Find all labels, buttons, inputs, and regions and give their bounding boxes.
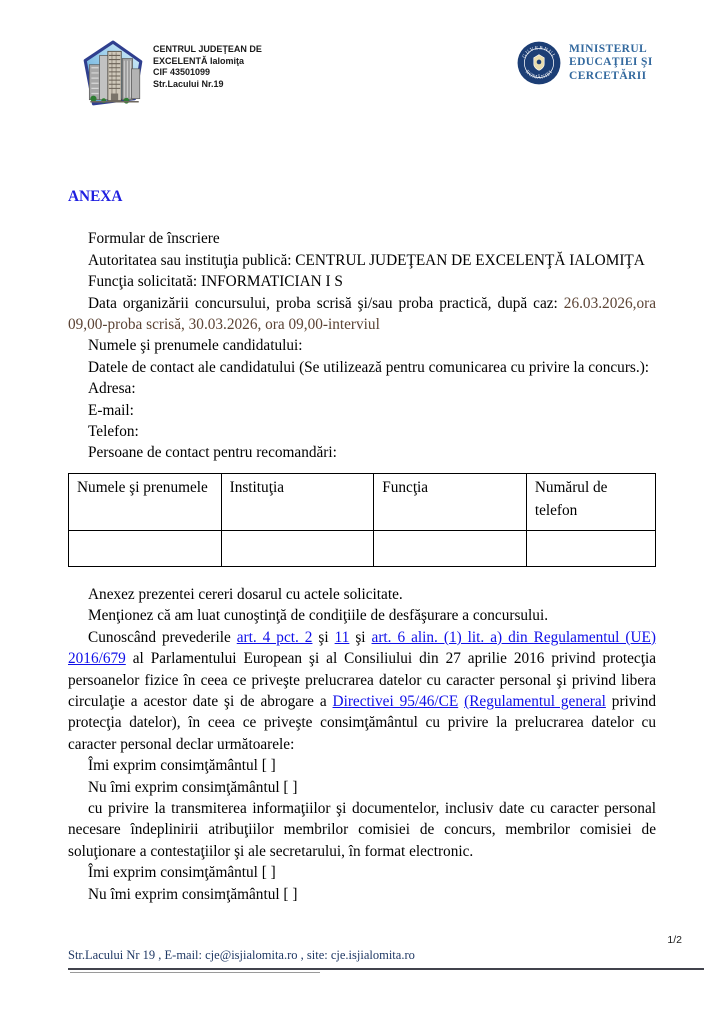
paragraph-mentionez: Menţionez că am luat cunoştinţă de condiţiile de desfăşurare a concursului. (88, 607, 549, 625)
cje-name-line2: EXCELENTĂ Ialomiţa (153, 55, 245, 66)
cje-name-line1: CENTRUL JUDEŢEAN DE (153, 44, 262, 54)
annex-heading: ANEXA (68, 188, 123, 205)
svg-text:GUVERNUL: GUVERNUL (521, 45, 557, 60)
paragraph-gdpr (68, 627, 656, 755)
paragraph-datele-contact: Datele de contact ale candidatului (Se utilizează pentru comunicarea cu privire la concurs.): (88, 358, 650, 376)
paragraph-consent-yes-2: Îmi exprim consimţământul [ ] (88, 864, 276, 882)
table-cell (526, 530, 655, 566)
cje-logo-text (153, 40, 262, 110)
cje-address: Str.Lacului Nr.19 (153, 78, 224, 89)
header-right (516, 40, 653, 86)
data-concurs-label: Data organizării concursului, proba scrisă şi/sau proba practică, după caz: (88, 294, 564, 312)
footer-address: Str.Lacului Nr 19 , E-mail: cje@isjialomita.ro , site: cje.isjialomita.ro (68, 948, 415, 962)
table-header-telefon: Numărul de telefon (526, 473, 655, 530)
paragraph-consent-yes-1: Îmi exprim consimţământul [ ] (88, 757, 276, 775)
ministry-line3: CERCETĂRII (569, 69, 647, 82)
link-regulamentul-general[interactable]: (Regulamentul general (464, 692, 606, 710)
svg-text:ROMÂNIEI: ROMÂNIEI (523, 69, 555, 81)
table-cell (221, 530, 374, 566)
table-row (69, 530, 656, 566)
table-cell (69, 530, 222, 566)
link-art-11[interactable]: 11 (334, 628, 350, 646)
paragraph-cu-privire: cu privire la transmiterea informaţiilor şi documentelor, inclusiv date cu caracter personal necesare îndeplinirii atribuţiilor membrilor comisiei de concurs, membrilor comisiei de soluţionare a contestaţiilor şi ale secretarului, în format electronic. (68, 799, 656, 860)
paragraph-consent-no-1: Nu îmi exprim consimţământul [ ] (88, 778, 298, 796)
table-cell (374, 530, 527, 566)
paragraph-adresa: Adresa: (88, 380, 136, 398)
government-seal-icon (516, 40, 562, 86)
header-left (82, 40, 262, 110)
gdpr-text: şi (349, 628, 372, 646)
document-body (68, 186, 656, 905)
ministry-line2: EDUCAŢIEI ŞI (569, 56, 653, 69)
cje-building-logo-icon (82, 40, 144, 110)
table-header-functia: Funcţia (374, 473, 527, 530)
table-header-row (69, 473, 656, 530)
link-directiva-95-46-ce[interactable]: Directivei 95/46/CE (332, 692, 459, 710)
gdpr-text: al Parlamentului European şi al Consiliului din 27 aprilie 2016 privind protecţia persoanelor fizice în ceea ce priveşte prelucrarea datelor cu caracter personal şi privind libera circulaţie a acestor date şi de abrogare a (68, 650, 656, 710)
table-header-institutia: Instituţia (221, 473, 374, 530)
data-concurs-value: 26.03.2026,ora 09,00-proba scrisă, 30.03.2026, ora 09,00-interviul (68, 294, 656, 334)
paragraph-anexez: Anexez prezentei cereri dosarul cu actele solicitate. (88, 585, 403, 603)
paragraph-telefon: Telefon: (88, 423, 139, 441)
paragraph-email: E-mail: (88, 401, 134, 419)
gdpr-text: şi (312, 628, 335, 646)
footer-divider (68, 968, 704, 970)
link-art-6-regulament-2016-679[interactable]: art. 6 alin. (1) lit. a) din Regulamentul (UE) 2016/679 (68, 628, 656, 668)
page-number: 1/2 (667, 934, 682, 946)
ministry-name (569, 43, 653, 84)
paragraph-persoane: Persoane de contact pentru recomandări: (88, 444, 337, 462)
footer-divider-thin (70, 972, 320, 973)
gdpr-text: Cunoscând prevederile (88, 628, 237, 646)
paragraph-data-concurs (68, 293, 656, 336)
paragraph-consent-no-2: Nu îmi exprim consimţământul [ ] (88, 885, 298, 903)
link-art-4-pct-2[interactable]: art. 4 pct. 2 (236, 628, 313, 646)
paragraph-numele: Numele şi prenumele candidatului: (88, 337, 303, 355)
contacts-table (68, 473, 656, 567)
table-header-numele: Numele şi prenumele (69, 473, 222, 530)
ministry-line1: MINISTERUL (569, 42, 648, 55)
paragraph-autoritatea: Autoritatea sau instituţia publică: CENTRUL JUDEŢEAN DE EXCELENŢĂ IALOMIŢA (88, 251, 645, 269)
paragraph-functia: Funcţia solicitată: INFORMATICIAN I S (88, 273, 343, 291)
gdpr-text: privind protecţia datelor), în ceea ce priveşte consimţământul cu privire la prelucrarea datelor cu caracter personal declar următoarele: (68, 692, 656, 753)
paragraph-formular: Formular de înscriere (88, 230, 220, 248)
cje-cif: CIF 43501099 (153, 67, 211, 77)
